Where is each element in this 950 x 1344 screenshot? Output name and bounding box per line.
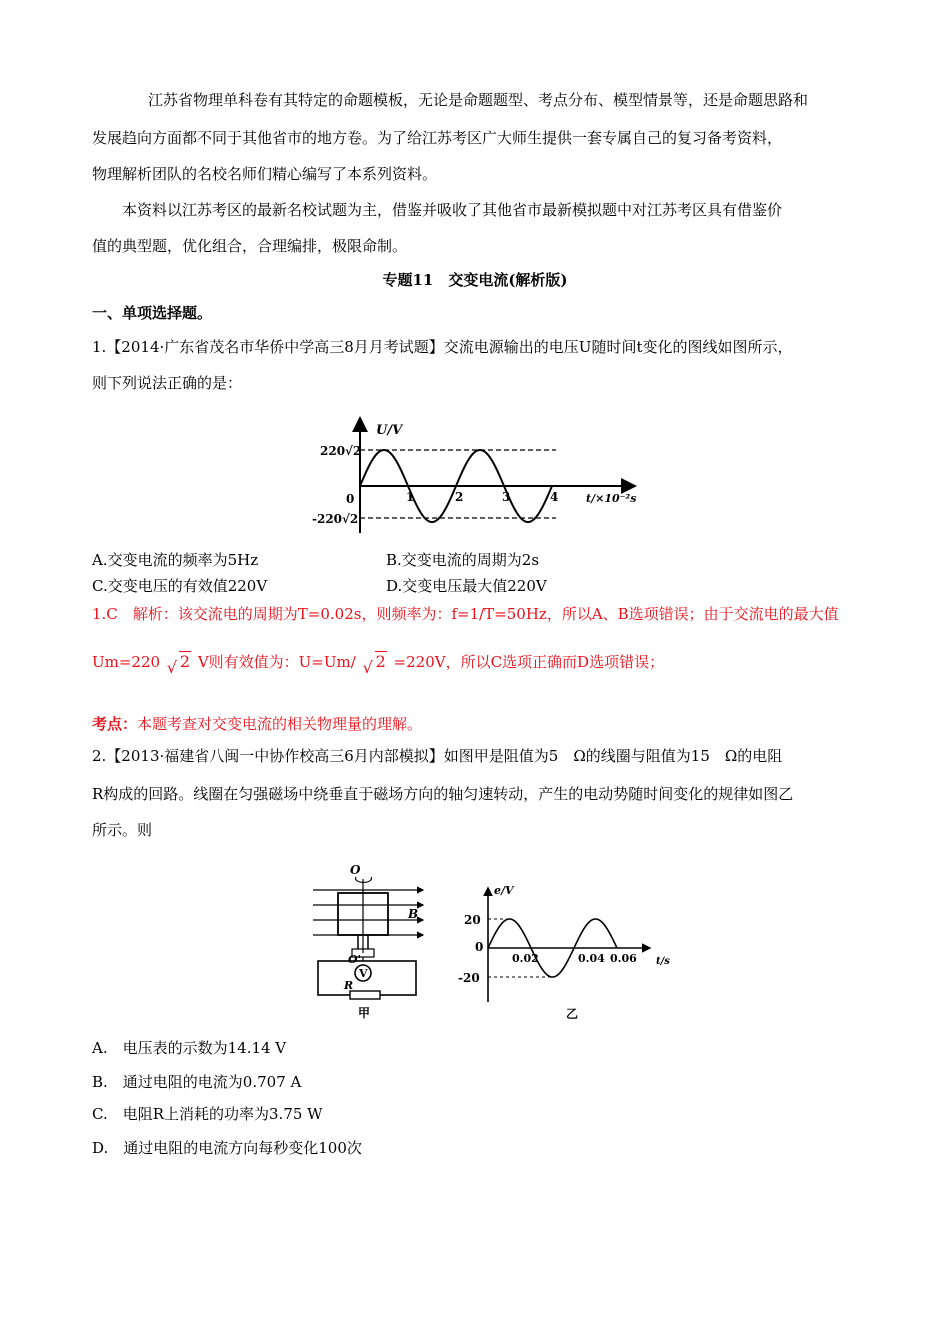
q1-y-axis-label: U/V bbox=[376, 423, 403, 438]
q1-origin-label: 0 bbox=[346, 492, 355, 506]
q1-answer-line-1: 1.C 解析：该交流电的周期为T=0.02s，则频率为：f=1/T=50Hz，所以A、B选项错误；由于交流电的最大值 bbox=[92, 605, 839, 623]
q2-stem-line-3: 所示。则 bbox=[92, 821, 153, 839]
q2-option-a: A. 电压表的示数为14.14 V bbox=[92, 1039, 287, 1057]
voltmeter-label: V bbox=[359, 967, 368, 980]
q1-answer-part-a: Um=220 bbox=[92, 653, 161, 671]
q1-x-tick-1: 1 bbox=[406, 490, 415, 504]
q1-answer-part-b: V则有效值为：U=Um/ bbox=[197, 653, 356, 671]
intro-paragraph-2-line-1: 本资料以江苏考区的最新名校试题为主，借鉴并吸收了其他省市最新模拟题中对江苏考区具有借鉴价 bbox=[122, 201, 783, 219]
q1-kaodian-text: 本题考查对交变电流的相关物理量的理解。 bbox=[137, 715, 423, 733]
q1-option-c: C.交变电压的有效值220V bbox=[92, 577, 268, 595]
resistor-r bbox=[350, 991, 380, 999]
q2-figure-yi bbox=[450, 880, 690, 1029]
axis-o-prime-label: O' bbox=[348, 953, 361, 966]
q1-kaodian-label: 考点： bbox=[92, 715, 138, 733]
q2-x-axis-label: t/s bbox=[656, 956, 670, 967]
q1-stem-line-2: 则下列说法正确的是： bbox=[92, 374, 243, 392]
q2-y-tick-max: 20 bbox=[464, 913, 481, 927]
q2-origin-label: 0 bbox=[475, 940, 484, 954]
q2-figure-jia bbox=[308, 865, 438, 1029]
q2-x-tick-3: 0.06 bbox=[610, 952, 637, 965]
resistor-r-label: R bbox=[344, 979, 354, 992]
q1-y-tick-min: -220√2 bbox=[312, 512, 359, 526]
q1-x-tick-4: 4 bbox=[550, 490, 559, 504]
figure-jia-caption: 甲 bbox=[358, 1006, 371, 1020]
q1-kaodian bbox=[92, 714, 422, 734]
sqrt-2-value: 2 bbox=[179, 652, 191, 671]
q1-y-tick-max: 220√2 bbox=[320, 444, 362, 458]
q2-option-c: C. 电阻R上消耗的功率为3.75 W bbox=[92, 1105, 323, 1123]
q2-option-b: B. 通过电阻的电流为0.707 A bbox=[92, 1073, 302, 1091]
q1-voltage-graph bbox=[298, 408, 648, 542]
document-title: 专题11 交变电流(解析版) bbox=[382, 271, 568, 289]
sqrt-2-symbol-2: √ 2 bbox=[362, 652, 386, 677]
figure-yi-caption: 乙 bbox=[566, 1007, 579, 1021]
intro-paragraph-1-line-3: 物理解析团队的名校名师们精心编写了本系列资料。 bbox=[92, 165, 438, 183]
q1-stem-line-1: 1.【2014·广东省茂名市华侨中学高三8月月考试题】交流电源输出的电压U随时间t变化的图线如图所示， bbox=[92, 338, 793, 356]
sqrt-2-symbol: √ 2 bbox=[166, 652, 191, 677]
intro-paragraph-1-line-1: 江苏省物理单科卷有其特定的命题模板，无论是命题题型、考点分布、模型情景等，还是命题思路和 bbox=[148, 91, 809, 109]
q1-answer-part-c: =220V，所以C选项正确而D选项错误； bbox=[393, 653, 665, 671]
q1-option-a: A.交变电流的频率为5Hz bbox=[92, 551, 259, 569]
sqrt-2-value-2: 2 bbox=[375, 652, 386, 671]
q2-y-axis-label: e/V bbox=[494, 884, 514, 897]
q1-option-b: B.交变电流的周期为2s bbox=[386, 551, 540, 569]
q1-x-tick-2: 2 bbox=[455, 490, 464, 504]
intro-paragraph-2-line-2: 值的典型题，优化组合，合理编排，极限命制。 bbox=[92, 237, 408, 255]
field-b-label: B bbox=[408, 907, 419, 921]
q1-x-tick-3: 3 bbox=[502, 490, 511, 504]
q2-option-d: D. 通过电阻的电流方向每秒变化100次 bbox=[92, 1139, 362, 1157]
q1-option-d: D.交变电压最大值220V bbox=[386, 577, 547, 595]
q2-x-tick-1: 0.02 bbox=[512, 952, 539, 965]
q1-answer-line-2 bbox=[92, 652, 665, 677]
q2-x-tick-2: 0.04 bbox=[578, 952, 605, 965]
q2-stem-line-2: R构成的回路。线圈在匀强磁场中绕垂直于磁场方向的轴匀速转动，产生的电动势随时间变化的规律如图乙 bbox=[92, 785, 794, 803]
axis-o-label: O bbox=[350, 865, 361, 877]
q2-y-tick-min: -20 bbox=[458, 971, 480, 985]
section-heading: 一、单项选择题。 bbox=[92, 304, 213, 322]
q1-x-axis-label: t/×10⁻²s bbox=[586, 492, 637, 505]
q2-stem-line-1: 2.【2013·福建省八闽一中协作校高三6月内部模拟】如图甲是阻值为5 Ω的线圈与阻值为15 Ω的电阻 bbox=[92, 747, 783, 765]
intro-paragraph-1-line-2: 发展趋向方面都不同于其他省市的地方卷。为了给江苏考区广大师生提供一套专属自己的复习备考资料， bbox=[92, 129, 783, 147]
